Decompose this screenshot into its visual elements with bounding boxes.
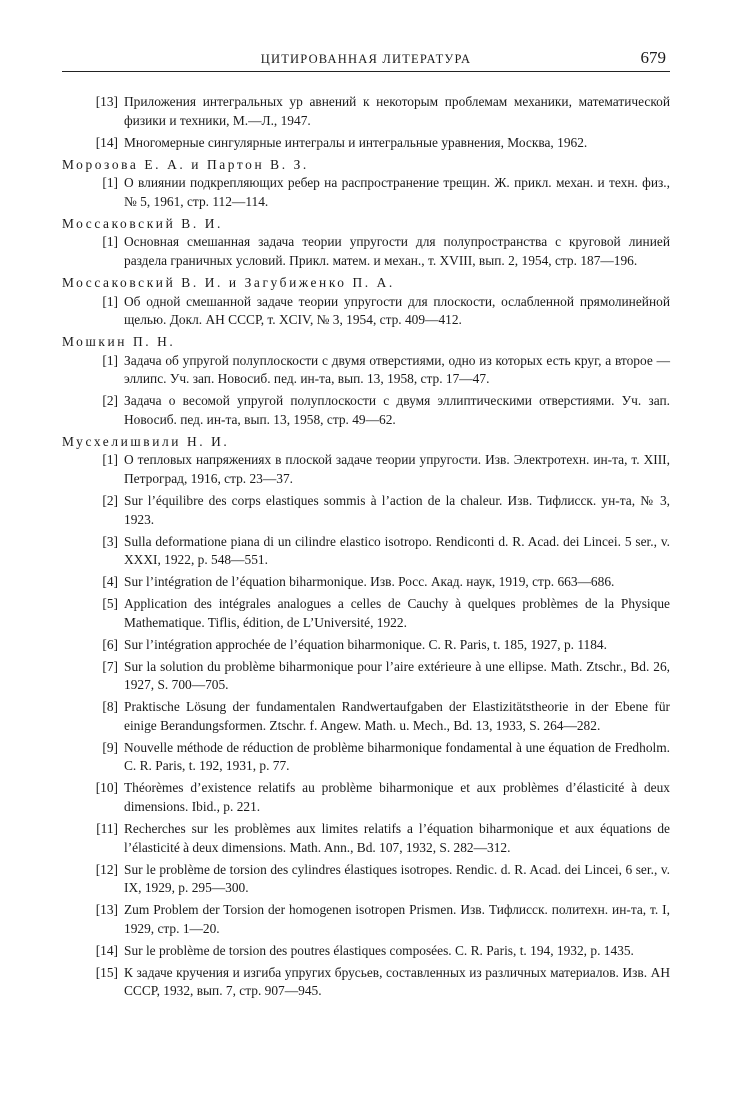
- bibliography-entry: [62, 533, 670, 570]
- entry-number: [15]: [95, 964, 118, 980]
- entry-text: Sur le problème de torsion des poutres élastiques composées. C. R. Paris, t. 194, 1932, p. 1435.: [124, 942, 634, 958]
- entry-number: [11]: [96, 821, 118, 837]
- entry-text: Zum Problem der Torsion der homogenen isotropen Prismen. Изв. Тифлисск. политехн. ин-та, т. I, 1929, стр. 1—20.: [124, 902, 670, 936]
- bibliography-list: [62, 93, 670, 1001]
- entry-text: Sulla deformatione piana di un cilindre elastico isotropo. Rendiconti d. R. Acad. dei Lincei. 5 ser., v. XXXI, 1922, p. 548—551.: [124, 533, 670, 568]
- bibliography-entry: [62, 820, 670, 857]
- entry-text: Sur l’intégration approchée de l’équation biharmonique. C. R. Paris, t. 185, 1927, p. 1184.: [124, 636, 607, 652]
- author-heading: Моссаковский В. И. и Загубиженко П. А.: [62, 274, 395, 290]
- bibliography-entry: [62, 233, 670, 270]
- entry-number: [12]: [95, 861, 118, 877]
- bibliography-entry: [62, 174, 670, 211]
- entry-number: [1]: [102, 293, 118, 309]
- entry-text: Praktische Lösung der fundamentalen Randwertaufgaben der Elastizitätstheorie in der Ebene für einige Berandungsformen. Ztschr. f. Angew. Math. u. Mech., Bd. 13, 1933, S. 264—282.: [124, 699, 670, 733]
- entry-number: [3]: [102, 533, 118, 549]
- entry-number: [6]: [102, 636, 118, 652]
- entry-text: Sur l’intégration de l’équation biharmonique. Изв. Росс. Акад. наук, 1919, стр. 663—686.: [124, 574, 615, 590]
- bibliography-entry: [62, 392, 670, 429]
- bibliography-entry: [62, 861, 670, 898]
- entry-text: Recherches sur les problèmes aux limites relatifs a l’équation biharmonique et aux équations de l’élasticité à deux dimensions. Math. Ann., Bd. 107, 1932, S. 282—312.: [124, 821, 670, 855]
- entry-text: Sur l’équilibre des corps elastiques sommis à l’action de la chaleur. Изв. Тифлисск. ун-та, № 3, 1923.: [124, 493, 670, 527]
- entry-text: Задача об упругой полуплоскости с двумя отверстиями, одно из которых есть круг, а второе — эллипс. Уч. зап. Новосиб. пед. ин-та, вып. 13, 1958, стр. 17—47.: [124, 352, 670, 387]
- entry-text: Nouvelle méthode de réduction de problème biharmonique fondamental à une équation de Fredholm. C. R. Paris, t. 192, 1931, p. 77.: [124, 739, 670, 774]
- entry-number: [1]: [102, 175, 118, 191]
- author-heading: Морозова Е. А. и Партон В. З.: [62, 156, 309, 172]
- bibliography-entry: [62, 451, 670, 488]
- running-header: [62, 48, 670, 72]
- entry-text: К задаче кручения и изгиба упругих брусьев, составленных из различных материалов. Изв. АН СССР, 1932, вып. 7, стр. 907—945.: [124, 964, 670, 999]
- entry-number: [4]: [102, 574, 118, 590]
- entry-number: [9]: [102, 739, 118, 755]
- entry-text: Application des intégrales analogues a celles de Cauchy à quelques problèmes de la Physique Mathematique. Tiflis, édition, de L’Université, 1922.: [124, 596, 670, 630]
- entry-number: [2]: [102, 393, 118, 409]
- entry-number: [10]: [95, 780, 118, 796]
- entry-text: Sur le problème de torsion des cylindres élastiques isotropes. Rendic. d. R. Acad. dei Lincei, 6 ser., v. IX, 1929, p. 295—300.: [124, 861, 670, 896]
- running-title: ЦИТИРОВАННАЯ ЛИТЕРАТУРА: [260, 52, 472, 66]
- entry-text: О тепловых напряжениях в плоской задаче теории упругости. Изв. Электротехн. ин-та, т. XIII, Петроград, 1916, стр. 23—37.: [124, 452, 670, 487]
- entry-number: [5]: [102, 596, 118, 612]
- bibliography-entry: [62, 964, 670, 1001]
- entry-text: Об одной смешанной задаче теории упругости для плоскости, ослабленной прямолинейной щелью. Докл. АН СССР, т. XCIV, № 3, 1954, стр. 409—412.: [124, 293, 670, 328]
- entry-number: [2]: [102, 493, 118, 508]
- entry-text: Основная смешанная задача теории упругости для полупространства с круговой линией раздела граничных условий. Прикл. матем. и механ., т. XVIII, вып. 2, 1954, стр. 187—196.: [124, 234, 670, 268]
- entry-number: [14]: [95, 942, 118, 958]
- bibliography-entry: [62, 492, 670, 529]
- entry-number: [13]: [95, 94, 118, 109]
- entry-number: [8]: [102, 699, 118, 715]
- entry-text: Théorèmes d’existence relatifs au problème biharmonique et aux problèmes d’élasticité à deux dimensions. Ibid., p. 221.: [124, 780, 670, 815]
- entry-number: [7]: [102, 658, 118, 674]
- entry-text: Задача о весомой упругой полуплоскости с двумя эллиптическими отверстиями. Уч. зап. Новосиб. пед. ин-та, вып. 13, 1958, стр. 49—62.: [124, 393, 670, 427]
- entry-number: [14]: [95, 134, 118, 150]
- bibliography-entry: [62, 293, 670, 330]
- bibliography-entry: [62, 739, 670, 776]
- book-page: [62, 48, 670, 1004]
- bibliography-entry: [62, 134, 670, 153]
- entry-text: Sur la solution du problème biharmonique pour l’aire extérieure à une ellipse. Math. Ztschr., Bd. 26, 1927, S. 700—705.: [124, 658, 670, 693]
- author-heading: Мусхелишвили Н. И.: [62, 433, 230, 449]
- entry-number: [1]: [102, 234, 118, 250]
- bibliography-entry: [62, 658, 670, 695]
- entry-number: [13]: [95, 902, 118, 918]
- page-number: 679: [640, 48, 666, 67]
- bibliography-entry: [62, 93, 670, 130]
- entry-number: [1]: [102, 352, 118, 368]
- header-rule: [62, 71, 670, 72]
- bibliography-entry: [62, 636, 670, 655]
- bibliography-entry: [62, 901, 670, 938]
- bibliography-entry: [62, 595, 670, 632]
- author-heading: Моссаковский В. И.: [62, 215, 223, 231]
- bibliography-entry: [62, 573, 670, 592]
- entry-text: Многомерные сингулярные интегралы и интегральные уравнения, Москва, 1962.: [124, 134, 588, 150]
- bibliography-entry: [62, 352, 670, 389]
- bibliography-entry: [62, 942, 670, 961]
- entry-text: Приложения интегральных ур авнений к некоторым проблемам механики, математической физики и техники, М.—Л., 1947.: [124, 94, 670, 128]
- entry-text: О влиянии подкрепляющих ребер на распространение трещин. Ж. прикл. механ. и техн. физ., № 5, 1961, стр. 112—114.: [124, 175, 670, 209]
- entry-number: [1]: [102, 452, 118, 468]
- bibliography-entry: [62, 698, 670, 735]
- author-heading: Мошкин П. Н.: [62, 334, 176, 350]
- bibliography-entry: [62, 779, 670, 816]
